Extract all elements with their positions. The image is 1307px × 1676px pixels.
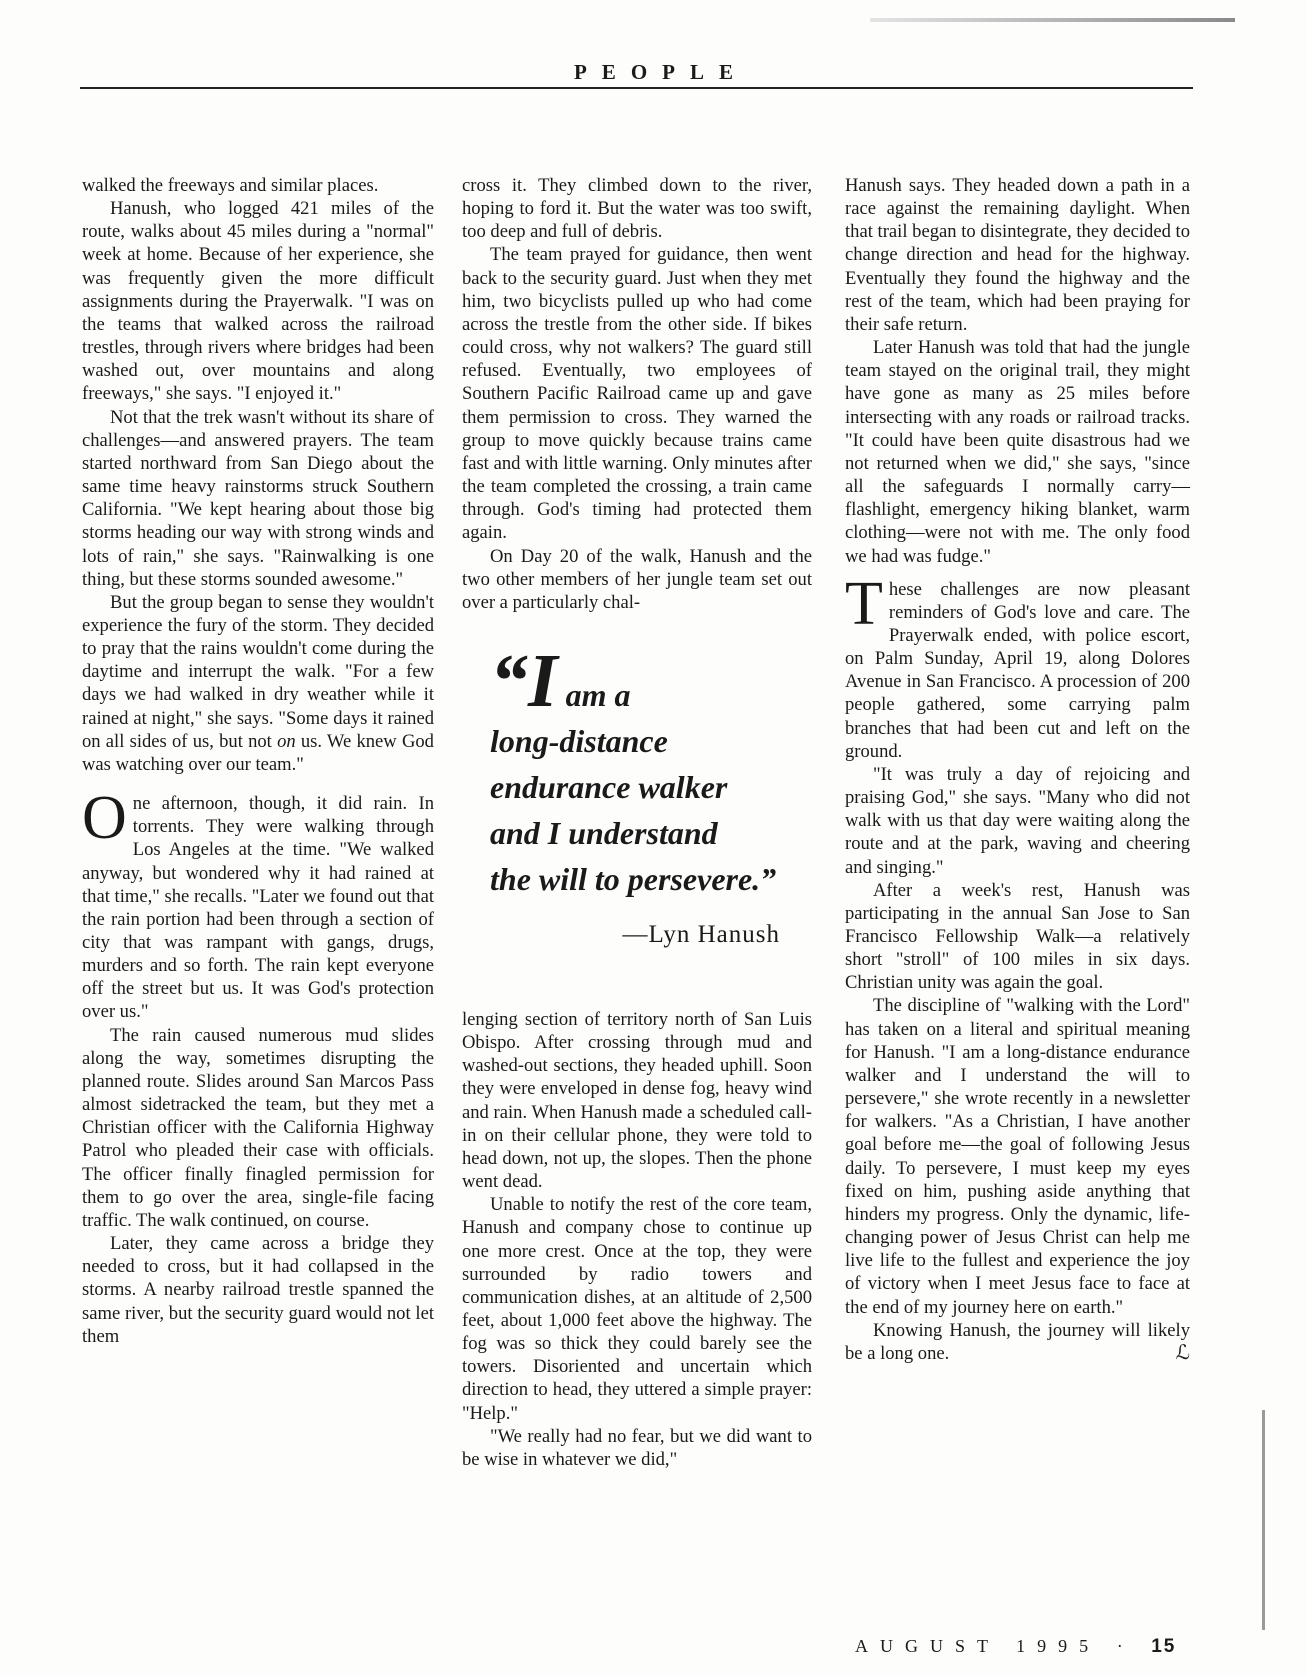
pull-quote-line <box>490 638 812 723</box>
paragraph-text: Knowing Hanush, the journey will likely be a long one. <box>845 1319 1190 1364</box>
paragraph-text: us. We knew God was watching over our team." <box>82 730 434 775</box>
issue-date: AUGUST 1995 <box>855 1636 1101 1656</box>
footer-separator: · <box>1116 1636 1135 1656</box>
pull-quote-line: the will to persevere.” <box>490 860 777 897</box>
end-mark-icon: ℒ <box>1175 1341 1190 1364</box>
pull-quote-attribution: —Lyn Hanush <box>622 920 780 948</box>
paragraph: Hanush, who logged 421 miles of the route, walks about 45 miles during a "normal" week at home. Because of her experience, she was frequently given the more difficult assignments during the Prayerwalk. "I was on the teams that walked across the railroad trestles, through rivers where bridges had been washed out, over mountains and along freeways," she says. "I enjoyed it." <box>82 198 434 405</box>
section-label: PEOPLE <box>573 60 748 84</box>
pull-quote <box>462 638 812 958</box>
paragraph: cross it. They climbed down to the river, hoping to ford it. But the water was too swift, too deep and full of debris. <box>462 175 812 243</box>
paragraph-dropcap <box>82 784 434 1024</box>
header-rule <box>80 87 1193 89</box>
paragraph: After a week's rest, Hanush was participating in the annual San Jose to San Francisco Fellowship Walk—a relatively short "stroll" of 100 miles in six days. Christian unity was again the goal. <box>845 879 1190 994</box>
paragraph: "It was truly a day of rejoicing and praising God," she says. "Many who did not walk with us that day were waiting along the route and at the park, waving and cheering and singing." <box>845 763 1190 878</box>
pull-quote-line: endurance walker <box>490 768 728 805</box>
paragraph: Later, they came across a bridge they needed to cross, but it had collapsed in the storms. A nearby railroad trestle spanned the same river, but the security guard would not let them <box>82 1233 434 1347</box>
paragraph: On Day 20 of the walk, Hanush and the two other members of her jungle team set out over a particularly chal- <box>462 545 812 613</box>
side-rule <box>1262 1410 1265 1630</box>
paragraph: Later Hanush was told that had the jungle team stayed on the original trail, they might have gone as many as 25 miles before intersecting with any roads or railroad tracks. "It could have been quite disastrous had we not returned when we did," she says, "since all the safeguards I normally carry—flashlight, emergency hiking blanket, warm clothing—were not with me. The only food we had was fudge." <box>845 337 1190 567</box>
article-column-1 <box>82 174 434 1348</box>
paragraph-text: But the group began to sense they wouldn't experience the fury of the storm. They decided to pray that the rains wouldn't come during the daytime and interrupt the walk. "For a few days we had walked in dry weather while it rained at night," she says. "Some days it rained on all sides of us, but not <box>82 591 434 752</box>
pull-quote-initial: “I <box>490 638 558 723</box>
drop-cap: O <box>82 784 127 853</box>
paragraph: The discipline of "walking with the Lord" has taken on a literal and spiritual meaning for Hanush. "I am a long-distance endurance walker and I understand the will to persevere," she wrote recently in a newsletter for walkers. "As a Christian, I have another goal before me—the goal of following Jesus daily. To persevere, I must keep my eyes fixed on him, pushing aside anything that hinders my progress. Only the dynamic, life-changing power of Jesus Christ can help me live life to the fullest and experience the joy of victory when I meet Jesus face to face at the end of my journey here on earth." <box>845 995 1190 1318</box>
paragraph-dropcap <box>845 569 1190 763</box>
paragraph: lenging section of territory north of San Luis Obispo. After crossing through mud and washed-out sections, they headed uphill. Soon they were enveloped in dense fog, heavy wind and rain. When Hanush made a scheduled call-in on their cellular phone, they were told to head down, not up, the slopes. Then the phone went dead. <box>462 1008 812 1193</box>
drop-cap: T <box>845 569 883 638</box>
paragraph: The team prayed for guidance, then went back to the security guard. Just when they met him, two bicyclists pulled up who had come across the trestle from the other side. If bikes could cross, why not walkers? The guard still refused. Eventually, two employees of Southern Pacific Railroad came up and gave them permission to cross. They warned the group to move quickly because trains came fast and with little warning. Only minutes after the team completed the crossing, a train came through. God's timing had protected them again. <box>462 244 812 544</box>
paragraph: Hanush says. They headed down a path in a race against the remaining daylight. When that trail began to disintegrate, they decided to change direction and head for the highway. Eventually they found the highway and the rest of the team, which had been praying for their safe return. <box>845 175 1190 335</box>
article-column-3 <box>845 174 1190 1365</box>
paragraph: Not that the trek wasn't without its share of challenges—and answered prayers. The team started northward from San Diego about the same time heavy rainstorms struck Southern California. "We kept hearing about those big storms heading our way with strong winds and lots of rain," she says. "Rainwalking is one thing, but these storms sounded awesome." <box>82 406 434 590</box>
paragraph: Unable to notify the rest of the core team, Hanush and company chose to continue up one more crest. Once at the top, they were surrounded by radio towers and communication dishes, at an altitude of 2,500 feet, about 1,000 feet above the highway. The fog was so thick they could barely see the towers. Disoriented and uncertain which direction to head, they uttered a simple prayer: "Help." <box>462 1194 812 1424</box>
article-column-2 <box>462 174 812 1471</box>
corner-rule <box>870 18 1235 22</box>
page-footer <box>855 1636 1195 1658</box>
pull-quote-line: and I understand <box>490 814 718 851</box>
emphasis: on <box>277 730 296 752</box>
paragraph: walked the freeways and similar places. <box>82 175 379 196</box>
paragraph <box>82 591 434 776</box>
page-number: 15 <box>1151 1636 1177 1657</box>
pull-quote-text: am a <box>565 676 631 713</box>
paragraph-text: ne afternoon, though, it did rain. In torrents. They were walking through Los Angeles at the time. "We walked anyway, but wondered why it had rained at that time," she recalls. "Later we found out that the rain portion had been through a section of city that was rampant with gangs, drugs, murders and so forth. The rain kept everyone off the street but us. It was God's protection over us." <box>82 793 434 1023</box>
paragraph <box>845 1319 1190 1365</box>
paragraph-text: hese challenges are now pleasant reminders of God's love and care. The Prayerwalk ended, with police escort, on Palm Sunday, April 19, along Dolores Avenue in San Francisco. A procession of 200 people gathered, some carrying palm branches that had been cut and left on the ground. <box>845 578 1190 762</box>
paragraph: The rain caused numerous mud slides along the way, sometimes disrupting the planned route. Slides around San Marcos Pass almost sidetracked the team, but they met a Christian officer with the California Highway Patrol who pleaded their case with officials. The officer finally finagled permission for them to go over the area, single-file facing traffic. The walk continued, on course. <box>82 1024 434 1231</box>
paragraph: "We really had no fear, but we did want to be wise in whatever we did," <box>462 1425 812 1470</box>
pull-quote-line: long-distance <box>490 722 668 759</box>
